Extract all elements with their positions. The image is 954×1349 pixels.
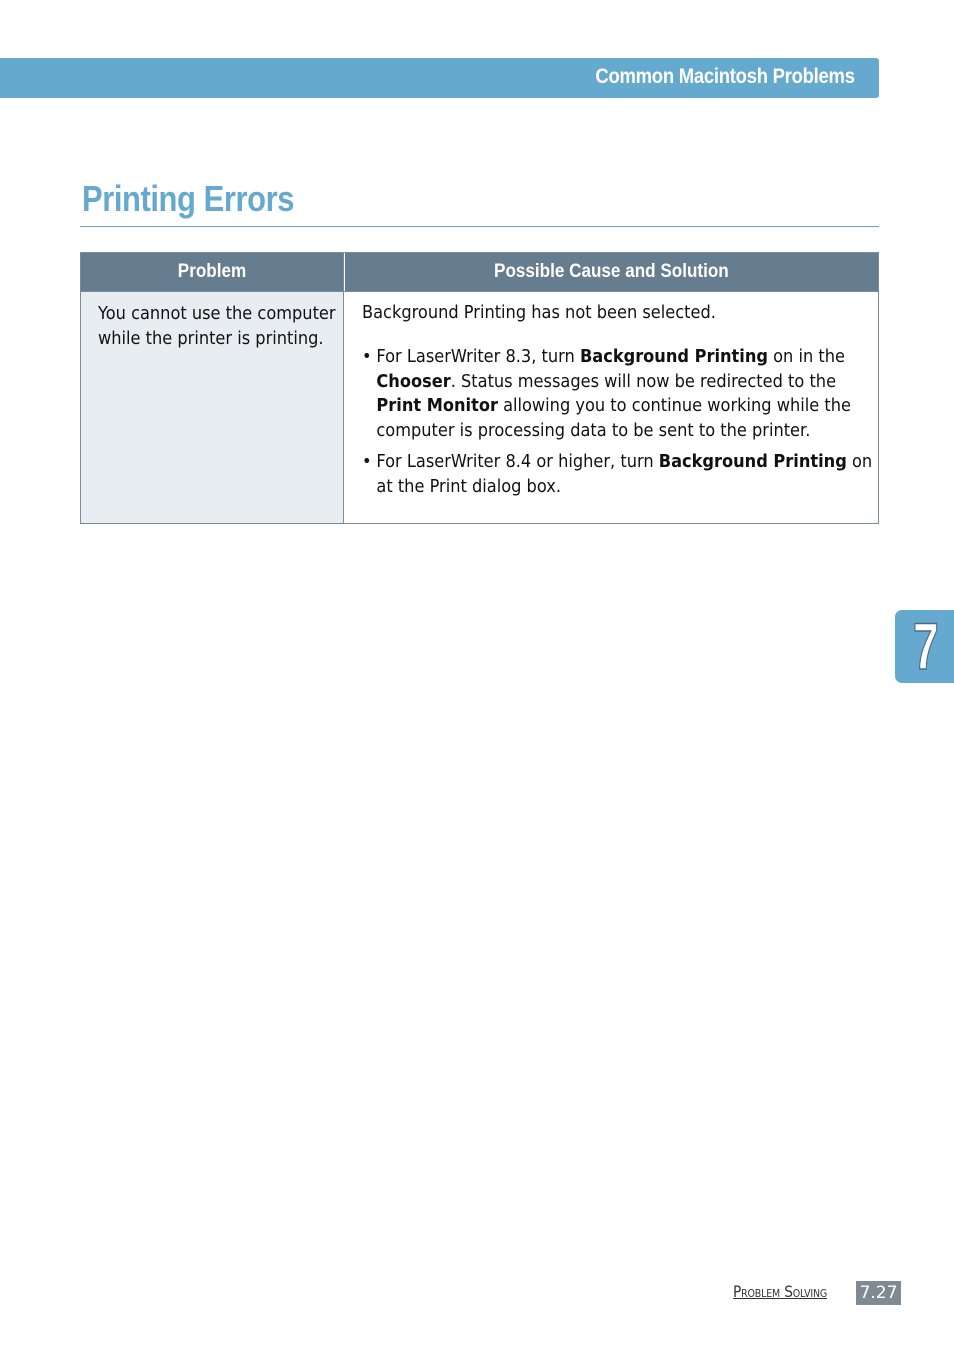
page-title: Printing Errors — [82, 178, 295, 219]
column-divider — [343, 253, 344, 523]
column-header-solution: Possible Cause and Solution — [345, 253, 878, 291]
problem-text: You cannot use the computer while the printer is printing. — [98, 303, 336, 349]
title-divider — [80, 226, 879, 227]
footer-section-name: Problem Solving — [733, 1282, 828, 1301]
chapter-tab — [895, 610, 954, 683]
cause-text: Background Printing has not been selected. — [362, 302, 716, 323]
section-header-title: Common Macintosh Problems — [595, 65, 855, 88]
bullet-icon: • — [362, 346, 372, 367]
footer-page-number: 7.27 — [856, 1281, 901, 1305]
solution-cell: Background Printing has not been selected. • For LaserWriter 8.3, turn Background Printing on in the Chooser. Status messages will now be redirected to the Print Monitor allowing you to continue working while the computer is processing data to be sent to the printer. • For LaserWriter 8.4 or higher, turn Background Printing on at the Print dialog box. — [344, 292, 878, 523]
bullet-icon: • — [362, 451, 372, 472]
printing-errors-table — [80, 252, 879, 524]
column-header-problem: Problem — [81, 253, 344, 291]
chapter-number: 7 — [913, 609, 939, 683]
section-header-band — [0, 58, 879, 98]
problem-cell — [81, 292, 343, 523]
